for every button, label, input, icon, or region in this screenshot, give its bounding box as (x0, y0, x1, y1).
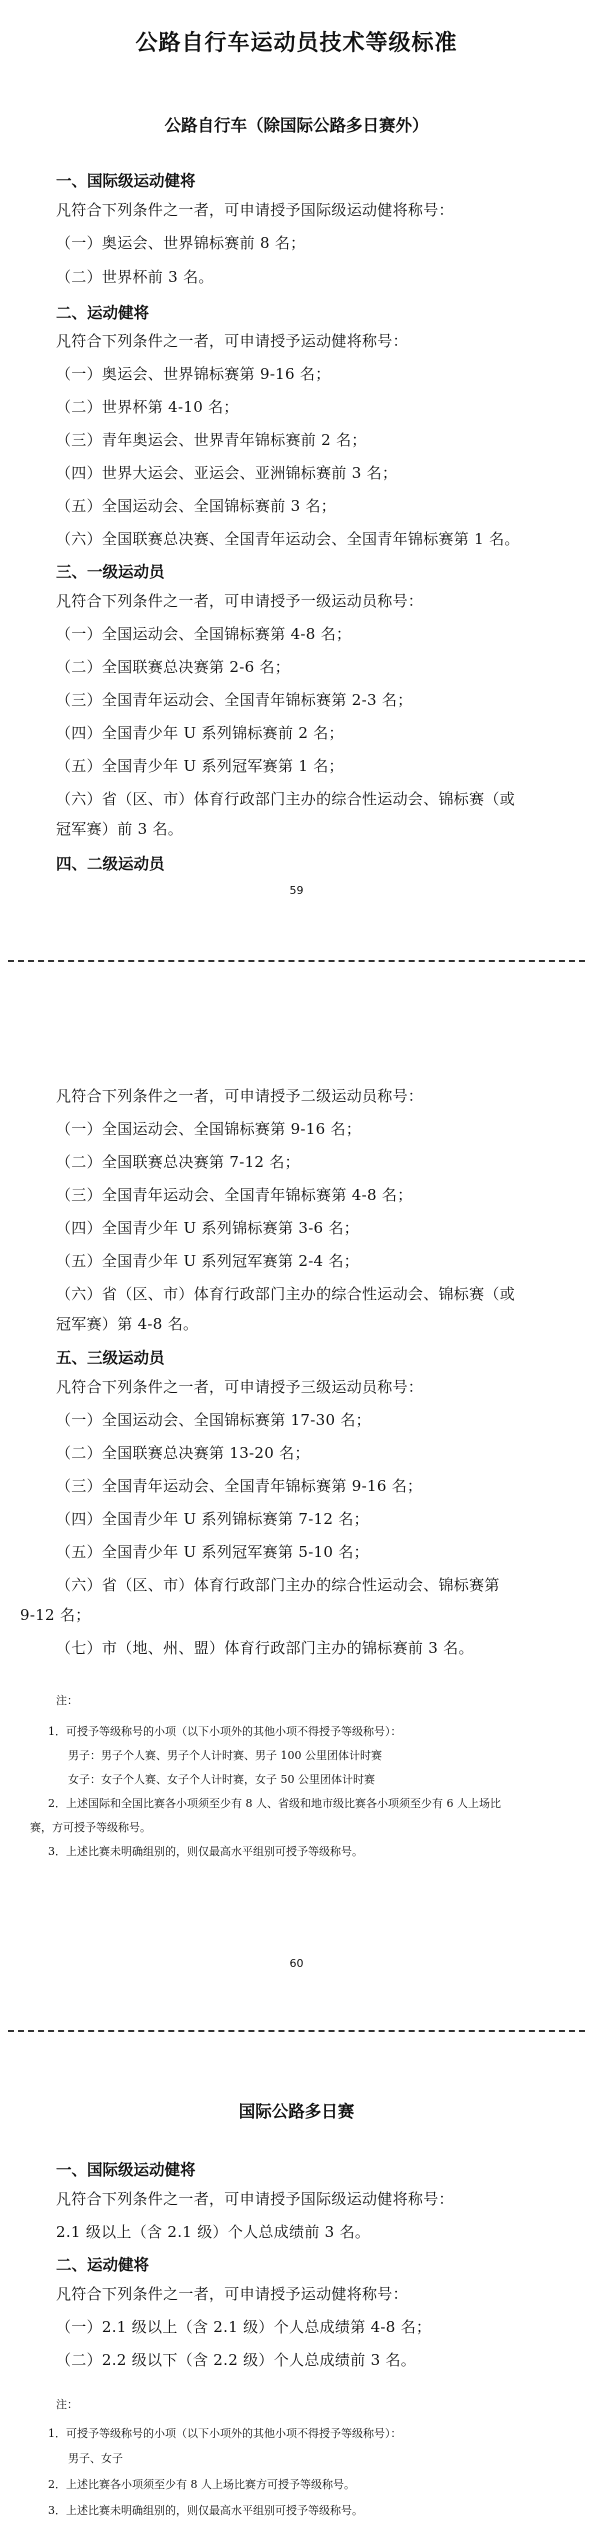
note-subitem: 男子、女子 (68, 2452, 123, 2465)
list-item: （一）2.1 级以上（含 2.1 级）个人总成绩第 4-8 名； (56, 2318, 432, 2336)
list-item: （三）全国青年运动会、全国青年锦标赛第 9-16 名； (56, 1477, 423, 1495)
heading-master: 二、运动健将 (56, 2255, 150, 2274)
list-item: （四）全国青少年 U 系列锦标赛第 7-12 名； (56, 1510, 369, 1528)
list-item: （二）世界杯第 4-10 名； (56, 398, 239, 416)
note-subitem: 男子：男子个人赛、男子个人计时赛、男子 100 公里团体计时赛 (68, 1749, 382, 1762)
list-item: （四）全国青少年 U 系列锦标赛前 2 名； (56, 724, 344, 742)
intro-text: 凡符合下列条件之一者，可申请授予运动健将称号： (56, 2285, 408, 2303)
heading-international-master: 一、国际级运动健将 (56, 2160, 196, 2179)
list-item: （三）青年奥运会、世界青年锦标赛前 2 名； (56, 431, 367, 449)
intro-text: 凡符合下列条件之一者，可申请授予一级运动员称号： (56, 592, 424, 610)
list-item: （一）全国运动会、全国锦标赛第 9-16 名； (56, 1120, 362, 1138)
list-item: （四）全国青少年 U 系列锦标赛第 3-6 名； (56, 1219, 360, 1237)
heading-third-class: 五、三级运动员 (56, 1348, 165, 1367)
intro-text: 凡符合下列条件之一者，可申请授予国际级运动健将称号： (56, 2190, 454, 2208)
list-item: （六）全国联赛总决赛、全国青年运动会、全国青年锦标赛第 1 名。 (56, 530, 520, 548)
heading-international-master: 一、国际级运动健将 (56, 171, 196, 190)
list-item: （三）全国青年运动会、全国青年锦标赛第 2-3 名； (56, 691, 413, 709)
list-item: （六）省（区、市）体育行政部门主办的综合性运动会、锦标赛（或 (56, 790, 516, 808)
intro-text: 凡符合下列条件之一者，可申请授予二级运动员称号： (56, 1087, 424, 1105)
list-item: （六）省（区、市）体育行政部门主办的综合性运动会、锦标赛第 (56, 1576, 500, 1594)
note-item: 3．上述比赛未明确组别的，则仅最高水平组别可授予等级称号。 (48, 2504, 363, 2517)
note-item: 3．上述比赛未明确组别的，则仅最高水平组别可授予等级称号。 (48, 1845, 363, 1858)
intro-text: 凡符合下列条件之一者，可申请授予国际级运动健将称号： (56, 201, 454, 219)
page-break-divider (8, 2030, 585, 2032)
notes-label: 注： (56, 1694, 78, 1707)
list-item: （二）全国联赛总决赛第 13-20 名； (56, 1444, 310, 1462)
page-number: 59 (289, 884, 304, 897)
note-item: 1．可授予等级称号的小项（以下小项外的其他小项不得授予等级称号）： (48, 1725, 402, 1738)
list-item: （五）全国运动会、全国锦标赛前 3 名； (56, 497, 337, 515)
note-item: 2．上述比赛各小项须至少有 8 人上场比赛方可授予等级称号。 (48, 2478, 355, 2491)
list-item: （二）全国联赛总决赛第 2-6 名； (56, 658, 291, 676)
note-subitem: 女子：女子个人赛、女子个人计时赛，女子 50 公里团体计时赛 (68, 1773, 375, 1786)
heading-second-class: 四、二级运动员 (56, 854, 165, 873)
heading-first-class: 三、一级运动员 (56, 562, 165, 581)
list-item: （二）2.2 级以下（含 2.2 级）个人总成绩前 3 名。 (56, 2351, 417, 2369)
list-item: （二）全国联赛总决赛第 7-12 名； (56, 1153, 300, 1171)
section-subtitle: 公路自行车（除国际公路多日赛外） (164, 116, 429, 135)
list-item: （五）全国青少年 U 系列冠军赛第 2-4 名； (56, 1252, 360, 1270)
page-break-divider (8, 960, 585, 962)
list-item: （二）世界杯前 3 名。 (56, 268, 214, 286)
list-item: （五）全国青少年 U 系列冠军赛第 5-10 名； (56, 1543, 369, 1561)
intro-text: 凡符合下列条件之一者，可申请授予运动健将称号： (56, 332, 408, 350)
section-title: 国际公路多日赛 (238, 2102, 355, 2121)
list-item-continued: 9-12 名； (20, 1606, 91, 1624)
intro-text: 凡符合下列条件之一者，可申请授予三级运动员称号： (56, 1378, 424, 1396)
note-item-continued: 赛，方可授予等级称号。 (30, 1821, 151, 1834)
page-number: 60 (289, 1957, 304, 1970)
list-item: （一）全国运动会、全国锦标赛第 17-30 名； (56, 1411, 371, 1429)
note-item: 1．可授予等级称号的小项（以下小项外的其他小项不得授予等级称号）： (48, 2427, 402, 2440)
list-item: （五）全国青少年 U 系列冠军赛第 1 名； (56, 757, 344, 775)
list-item: （四）世界大运会、亚运会、亚洲锦标赛前 3 名； (56, 464, 398, 482)
list-item: （一）奥运会、世界锦标赛第 9-16 名； (56, 365, 331, 383)
list-item: 2.1 级以上（含 2.1 级）个人总成绩前 3 名。 (56, 2223, 371, 2241)
heading-master: 二、运动健将 (56, 303, 150, 322)
list-item: （一）奥运会、世界锦标赛前 8 名； (56, 234, 306, 252)
list-item-continued: 冠军赛）第 4-8 名。 (56, 1315, 199, 1333)
list-item: （一）全国运动会、全国锦标赛第 4-8 名； (56, 625, 352, 643)
list-item-continued: 冠军赛）前 3 名。 (56, 820, 184, 838)
list-item: （七）市（地、州、盟）体育行政部门主办的锦标赛前 3 名。 (56, 1639, 474, 1657)
list-item: （六）省（区、市）体育行政部门主办的综合性运动会、锦标赛（或 (56, 1285, 516, 1303)
list-item: （三）全国青年运动会、全国青年锦标赛第 4-8 名； (56, 1186, 413, 1204)
document-title: 公路自行车运动员技术等级标准 (135, 30, 458, 56)
note-item: 2．上述国际和全国比赛各小项须至少有 8 人、省级和地市级比赛各小项须至少有 6 人上场比 (48, 1797, 501, 1810)
notes-label: 注： (56, 2398, 78, 2411)
